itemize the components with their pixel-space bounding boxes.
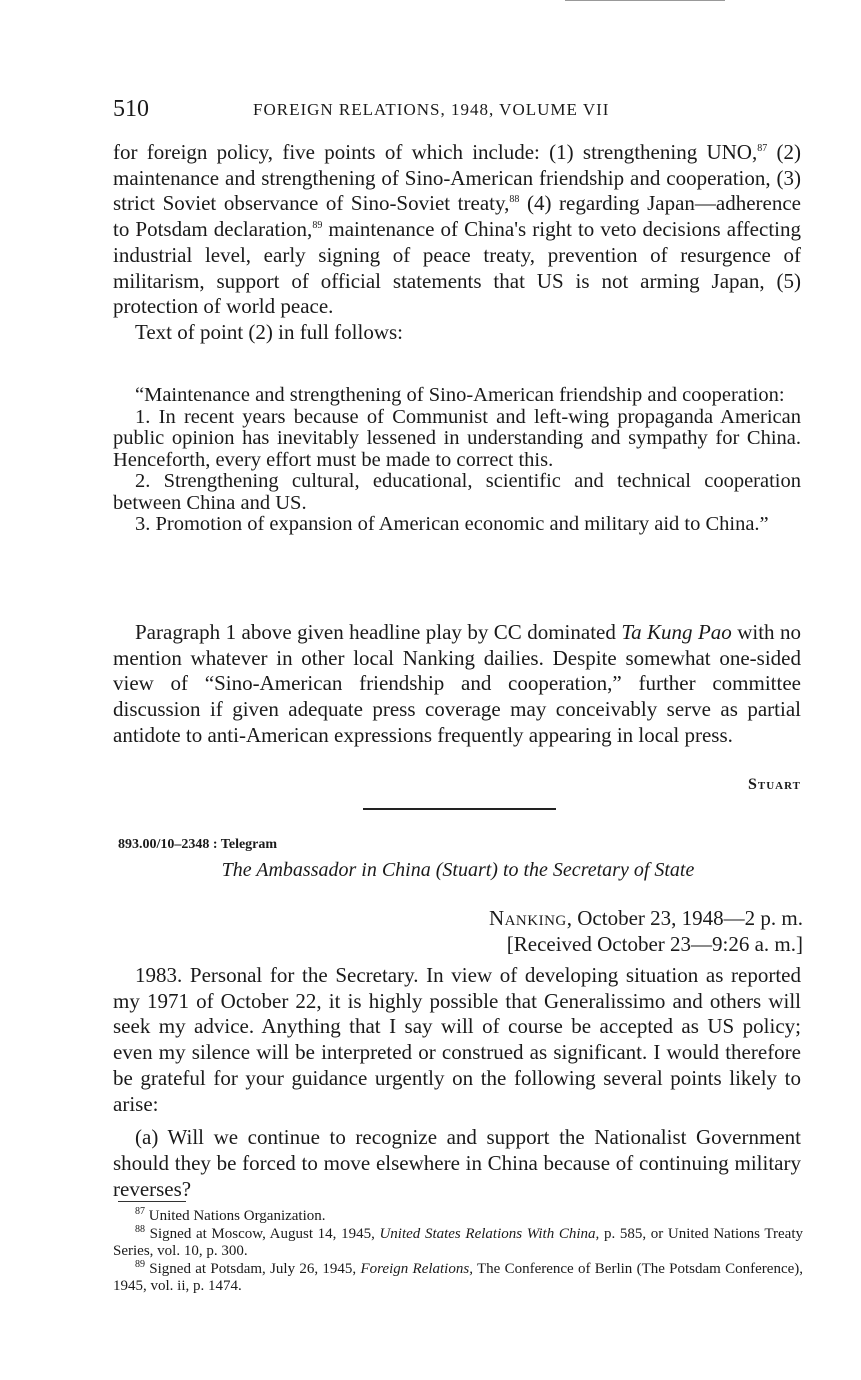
intro-part-2: (2) maintenance and strengthening of Sino-American friendship and cooperation, (3) strict Soviet observance of Sino-Soviet treaty, [113,140,801,216]
intro-text [113,140,801,346]
section-divider [363,808,556,810]
footnote-title-88: United States Relations With China, [379,1225,600,1242]
footnote-text-88b: p. 585, or United Nations Treaty Series, vol. 10, p. 300. [113,1225,803,1259]
commentary [113,620,801,749]
page-number: 510 [113,96,149,122]
footnote-rule [118,1201,186,1202]
footnote-title-89: Foreign Relations, [360,1260,473,1277]
dateline-sent [489,905,803,931]
dateline-date: , October 23, 1948—2 p. m. [566,906,803,930]
footnotes [113,1208,803,1296]
intro-part-1: for foreign policy, five points of which include: (1) strengthening UNO, [113,140,758,164]
quote-item-3: 3. Promotion of expansion of American economic and military aid to China.” [135,513,769,535]
footnote-text-88a: Signed at Moscow, August 14, 1945, [145,1225,380,1242]
footnote-text-89b: The Conference of Berlin (The Potsdam Conference), 1945, vol. ii, p. 1474. [113,1260,804,1294]
footnote-number-89: 89 [135,1258,145,1270]
intro-paragraph [113,140,801,320]
document-title: The Ambassador in China (Stuart) to the Secretary of State [221,859,695,881]
signature: Stuart [747,776,801,793]
footnote-87 [113,1208,803,1226]
telegram-question-a [113,1125,801,1202]
dateline-place: Nanking [488,906,567,930]
footnote-88 [113,1223,803,1261]
footnote-text-87: United Nations Organization. [145,1208,326,1224]
telegram-body [113,963,801,1202]
commentary-part-2: with no mention whatever in other local Nanking dailies. Despite somewhat one-sided view of “Sino-American friendship and cooperation,” further committee discussion if given adequate press coverage may conceivably serve as partial antidote to anti-American expressions frequently appearing in local press. [113,620,801,747]
quote-line: “Maintenance and strengthening of Sino-American friendship and cooperation: [135,384,785,406]
commentary-paragraph [113,620,801,749]
page-header [113,96,803,126]
footnote-ref-89: 89 [312,220,323,232]
file-reference: 893.00/10–2348 : Telegram [118,837,278,852]
intro-part-4: maintenance of China's right to veto decisions affecting industrial level, early signing of peace treaty, prevention of resurgence of militarism, support of official statements that US is not arming Japan, (5) protection of world peace. [113,217,801,319]
question-text: Will we continue to recognize and support the Nationalist Government should they be forced to move elsewhere in China because of continuing military reverses? [113,1125,801,1201]
question-label: (a) [135,1125,159,1150]
top-border-line [565,0,725,1]
footnote-89 [113,1258,804,1296]
commentary-part-1: Paragraph 1 above given headline play by CC dominated [135,620,622,644]
newspaper-name: Ta Kung Pao [621,620,732,644]
telegram-paragraph: 1983. Personal for the Secretary. In view of developing situation as reported my 1971 of October 22, it is highly possible that Generalissimo and others will seek my advice. Anything that I say will of course be accepted as US policy; even my silence will be interpreted or construed as significant. I would therefore be grateful for your guidance urgently on the following several points likely to arise: [113,963,801,1116]
footnote-number-88: 88 [135,1223,145,1235]
intro-paragraph-2: Text of point (2) in full follows: [135,319,403,344]
quote-item-2: 2. Strengthening cultural, educational, scientific and technical cooperation between China and US. [113,470,801,514]
dateline [489,905,803,957]
intro-part-3: (4) regarding Japan—adherence to Potsdam declaration, [113,191,801,242]
quote-item-1: 1. In recent years because of Communist and left-wing propaganda American public opinion has inevitably lessened in understanding and sympathy for China. Henceforth, every effort must be made to correct this. [113,405,801,471]
footnote-ref-88: 88 [509,194,520,206]
footnote-text-89a: Signed at Potsdam, July 26, 1945, [145,1260,361,1277]
footnote-ref-87: 87 [757,143,768,154]
footnote-number-87: 87 [135,1206,145,1217]
dateline-received: [Received October 23—9:26 a. m.] [506,932,803,956]
running-title: FOREIGN RELATIONS, 1948, VOLUME VII [253,100,610,119]
quoted-text [113,385,801,536]
